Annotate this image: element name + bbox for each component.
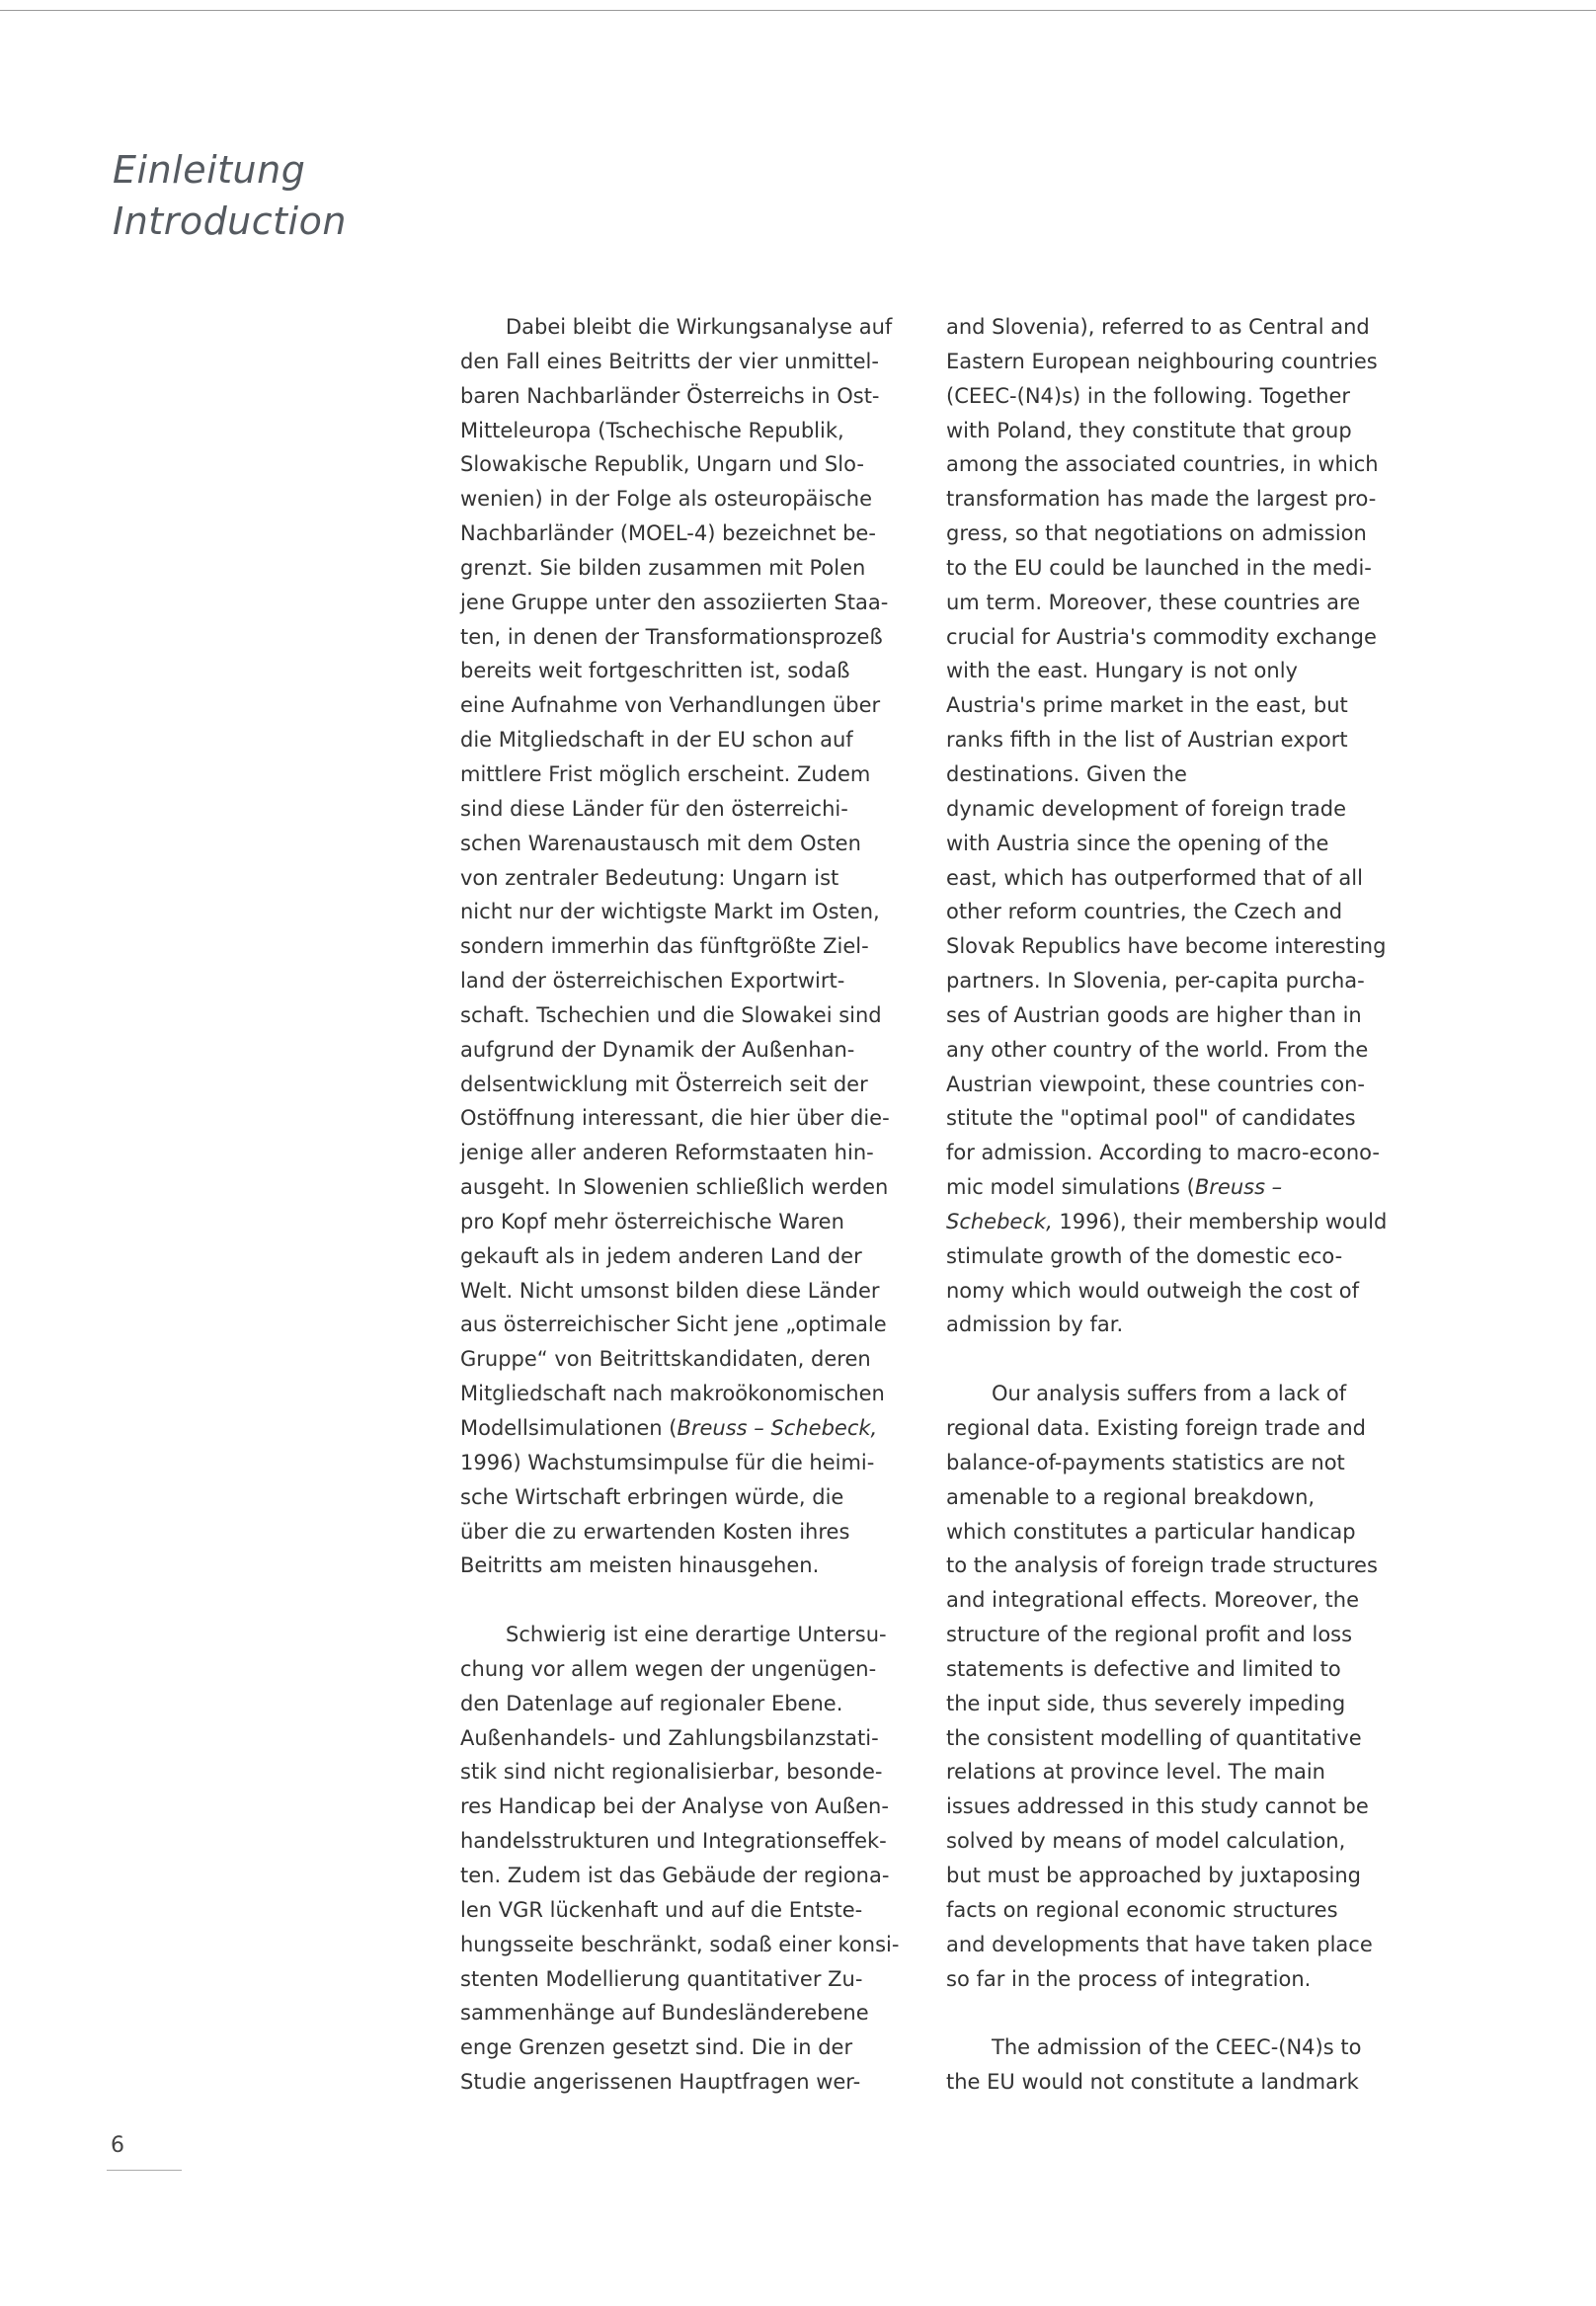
text-line: den Datenlage auf regionaler Ebene.	[460, 1691, 843, 1715]
text-line: von zentraler Bedeutung: Ungarn ist	[460, 865, 839, 890]
text-line: stimulate growth of the domestic eco-	[946, 1243, 1343, 1268]
text-line: the consistent modelling of quantitative	[946, 1725, 1362, 1750]
text-line: Ostöffnung interessant, die hier über die-	[460, 1106, 890, 1131]
text-line: Our analysis suffers from a lack of	[992, 1382, 1347, 1406]
text-line: ranks fifth in the list of Austrian export	[946, 728, 1348, 753]
text-line: ten, in denen der Transformationsprozeß	[460, 624, 883, 649]
english-citation-line-2	[946, 1205, 1398, 1239]
text-line: 1996) Wachstumsimpulse für die heimi-	[460, 1450, 875, 1474]
text-line: Nachbarländer (MOEL-4) bezeichnet be-	[460, 521, 876, 546]
text-line: sondern immerhin das fünftgrößte Ziel-	[460, 934, 869, 959]
text-line: hungsseite beschränkt, sodaß einer konsi-	[460, 1932, 900, 1956]
text-line: die Mitgliedschaft in der EU schon auf	[460, 728, 853, 753]
text-line: len VGR lückenhaft und auf die Entste-	[460, 1897, 863, 1922]
text-line: partners. In Slovenia, per-capita purcha-	[946, 969, 1365, 994]
text-line: jenige aller anderen Reformstaaten hin-	[460, 1141, 874, 1165]
text-line: Welt. Nicht umsonst bilden diese Länder	[460, 1278, 880, 1303]
text-line: crucial for Austria's commodity exchange	[946, 624, 1377, 649]
text-line: Mitgliedschaft nach makroökonomischen	[460, 1382, 885, 1406]
text-line: handelsstrukturen und Integrationseffek-	[460, 1829, 887, 1854]
text-line: issues addressed in this study cannot be	[946, 1794, 1369, 1819]
text-line: admission by far.	[946, 1312, 1124, 1337]
text-line: the EU would not constitute a landmark	[946, 2070, 1359, 2095]
section-heading	[113, 144, 347, 247]
text-line: land der österreichischen Exportwirt-	[460, 969, 845, 994]
text-line: statements is defective and limited to	[946, 1656, 1341, 1681]
text-line: um term. Moreover, these countries are	[946, 590, 1361, 614]
text-line: other reform countries, the Czech and	[946, 900, 1343, 924]
text-line: chung vor allem wegen der ungenügen-	[460, 1656, 877, 1681]
text-line: baren Nachbarländer Österreichs in Ost-	[460, 383, 880, 408]
text-line: Außenhandels- und Zahlungsbilanzstati-	[460, 1725, 879, 1750]
text-line: among the associated countries, in which	[946, 452, 1379, 477]
english-paragraph-2	[946, 1377, 1398, 1996]
paragraph-gap	[460, 1583, 913, 1618]
text-line: stitute the "optimal pool" of candidates	[946, 1106, 1356, 1131]
text-line: ses of Austrian goods are higher than in	[946, 1002, 1362, 1027]
text-line: ausgeht. In Slowenien schließlich werden	[460, 1175, 889, 1200]
top-rule	[0, 10, 1596, 11]
text-line: sind diese Länder für den österreichi-	[460, 796, 848, 821]
text-line: pro Kopf mehr österreichische Waren	[460, 1209, 844, 1233]
text-line: for admission. According to macro-econo-	[946, 1141, 1381, 1165]
page-number: 6	[111, 2133, 124, 2158]
german-column	[460, 310, 913, 2100]
text-line: jene Gruppe unter den assoziierten Staa-	[460, 590, 889, 614]
text-line: balance-of-payments statistics are not	[946, 1450, 1345, 1474]
text-line: schaft. Tschechien und die Slowakei sind	[460, 1002, 882, 1027]
text-line: any other country of the world. From the	[946, 1037, 1369, 1062]
text-line: nomy which would outweigh the cost of	[946, 1278, 1360, 1303]
text-line: Slowakische Republik, Ungarn und Slo-	[460, 452, 864, 477]
text-line: delsentwicklung mit Österreich seit der	[460, 1072, 868, 1096]
text-line: gekauft als in jedem anderen Land der	[460, 1243, 862, 1268]
text-line: east, which has outperformed that of all	[946, 865, 1363, 890]
text-line: to the analysis of foreign trade structures	[946, 1553, 1378, 1578]
text-line: wenien) in der Folge als osteuropäische	[460, 487, 872, 512]
text-line: schen Warenaustausch mit dem Osten	[460, 831, 861, 855]
citation-author-b: Schebeck,	[946, 1209, 1053, 1233]
text-line: stik sind nicht regionalisierbar, besonde-	[460, 1760, 883, 1785]
text-line: Eastern European neighbouring countries	[946, 349, 1378, 373]
text-line: stenten Modellierung quantitativer Zu-	[460, 1966, 863, 1991]
text-line: eine Aufnahme von Verhandlungen über	[460, 693, 881, 718]
text-line: Mitteleuropa (Tschechische Republik,	[460, 418, 844, 442]
text-line: The admission of the CEEC-(N4)s to	[992, 2035, 1362, 2060]
text-line: the input side, thus severely impeding	[946, 1691, 1346, 1715]
german-paragraph-1-tail	[460, 1446, 913, 1583]
text-line: and Slovenia), referred to as Central and	[946, 315, 1370, 339]
text-line: aufgrund der Dynamik der Außenhan-	[460, 1037, 855, 1062]
text-line: Gruppe“ von Beitrittskandidaten, deren	[460, 1347, 871, 1372]
text-line: bereits weit fortgeschritten ist, sodaß	[460, 659, 850, 683]
text-line: grenzt. Sie bilden zusammen mit Polen	[460, 555, 866, 580]
text-line: Schwierig ist eine derartige Untersu-	[506, 1623, 887, 1647]
text-line: aus österreichischer Sicht jene „optimale	[460, 1312, 887, 1337]
text-line: with Poland, they constitute that group	[946, 418, 1352, 442]
german-paragraph-1	[460, 310, 913, 1583]
english-citation-line-1	[946, 1170, 1398, 1205]
text-line: Slovak Republics have become interesting	[946, 934, 1387, 959]
text-line: res Handicap bei der Analyse von Außen-	[460, 1794, 889, 1819]
text-line: with the east. Hungary is not only	[946, 659, 1298, 683]
text-line: relations at province level. The main	[946, 1760, 1325, 1785]
heading-german: Einleitung	[113, 148, 306, 192]
english-paragraph-1-lines	[946, 310, 1398, 1170]
english-column	[946, 310, 1398, 2100]
text-line: nicht nur der wichtigste Markt im Osten,	[460, 900, 880, 924]
text-line: so far in the process of integration.	[946, 1966, 1312, 1991]
text-line: Studie angerissenen Hauptfragen wer-	[460, 2070, 861, 2095]
citation-prefix: mic model simulations (	[946, 1175, 1195, 1200]
text-line: regional data. Existing foreign trade and	[946, 1416, 1366, 1440]
text-line: (CEEC-(N4)s) in the following. Together	[946, 383, 1351, 408]
citation-prefix: Modellsimulationen (	[460, 1416, 678, 1440]
citation-suffix: 1996), their membership would	[1052, 1209, 1388, 1233]
text-line: amenable to a regional breakdown,	[946, 1484, 1316, 1509]
text-line: gress, so that negotiations on admission	[946, 521, 1367, 546]
text-line: sche Wirtschaft erbringen würde, die	[460, 1484, 844, 1509]
text-line: Austria's prime market in the east, but	[946, 693, 1348, 718]
text-line: Beitritts am meisten hinausgehen.	[460, 1553, 820, 1578]
text-line: enge Grenzen gesetzt sind. Die in der	[460, 2035, 853, 2060]
text-line: ten. Zudem ist das Gebäude der regiona-	[460, 1863, 890, 1887]
text-line: which constitutes a particular handicap	[946, 1519, 1356, 1544]
text-line: structure of the regional profit and loss	[946, 1623, 1353, 1647]
english-paragraph-3	[946, 2030, 1398, 2100]
english-paragraph-1	[946, 310, 1398, 1342]
text-line: Austrian viewpoint, these countries con-	[946, 1072, 1365, 1096]
citation-authors: Breuss – Schebeck,	[677, 1416, 878, 1440]
text-line: dynamic development of foreign trade	[946, 796, 1347, 821]
paragraph-gap	[946, 1342, 1398, 1377]
text-line: mittlere Frist möglich erscheint. Zudem	[460, 761, 871, 786]
paragraph-gap	[946, 1996, 1398, 2030]
text-line: solved by means of model calculation,	[946, 1829, 1346, 1854]
text-line: facts on regional economic structures	[946, 1897, 1338, 1922]
text-line: but must be approached by juxtaposing	[946, 1863, 1361, 1887]
german-citation-line	[460, 1411, 913, 1446]
text-line: to the EU could be launched in the medi-	[946, 555, 1372, 580]
text-line: and integrational effects. Moreover, the	[946, 1588, 1360, 1613]
text-line: transformation has made the largest pro-	[946, 487, 1377, 512]
heading-english: Introduction	[113, 199, 347, 243]
german-paragraph-1-lines	[460, 310, 913, 1411]
text-line: den Fall eines Beitritts der vier unmittel-	[460, 349, 879, 373]
text-line: with Austria since the opening of the	[946, 831, 1329, 855]
text-line: destinations. Given the	[946, 761, 1187, 786]
citation-author-a: Breuss –	[1194, 1175, 1283, 1200]
english-paragraph-1-tail	[946, 1239, 1398, 1343]
text-line: über die zu erwartenden Kosten ihres	[460, 1519, 850, 1544]
text-line: Dabei bleibt die Wirkungsanalyse auf	[506, 315, 893, 339]
text-line: sammenhänge auf Bundesländerebene	[460, 2001, 869, 2026]
text-line: and developments that have taken place	[946, 1932, 1373, 1956]
page-number-rule	[107, 2170, 182, 2171]
german-paragraph-2	[460, 1618, 913, 2100]
